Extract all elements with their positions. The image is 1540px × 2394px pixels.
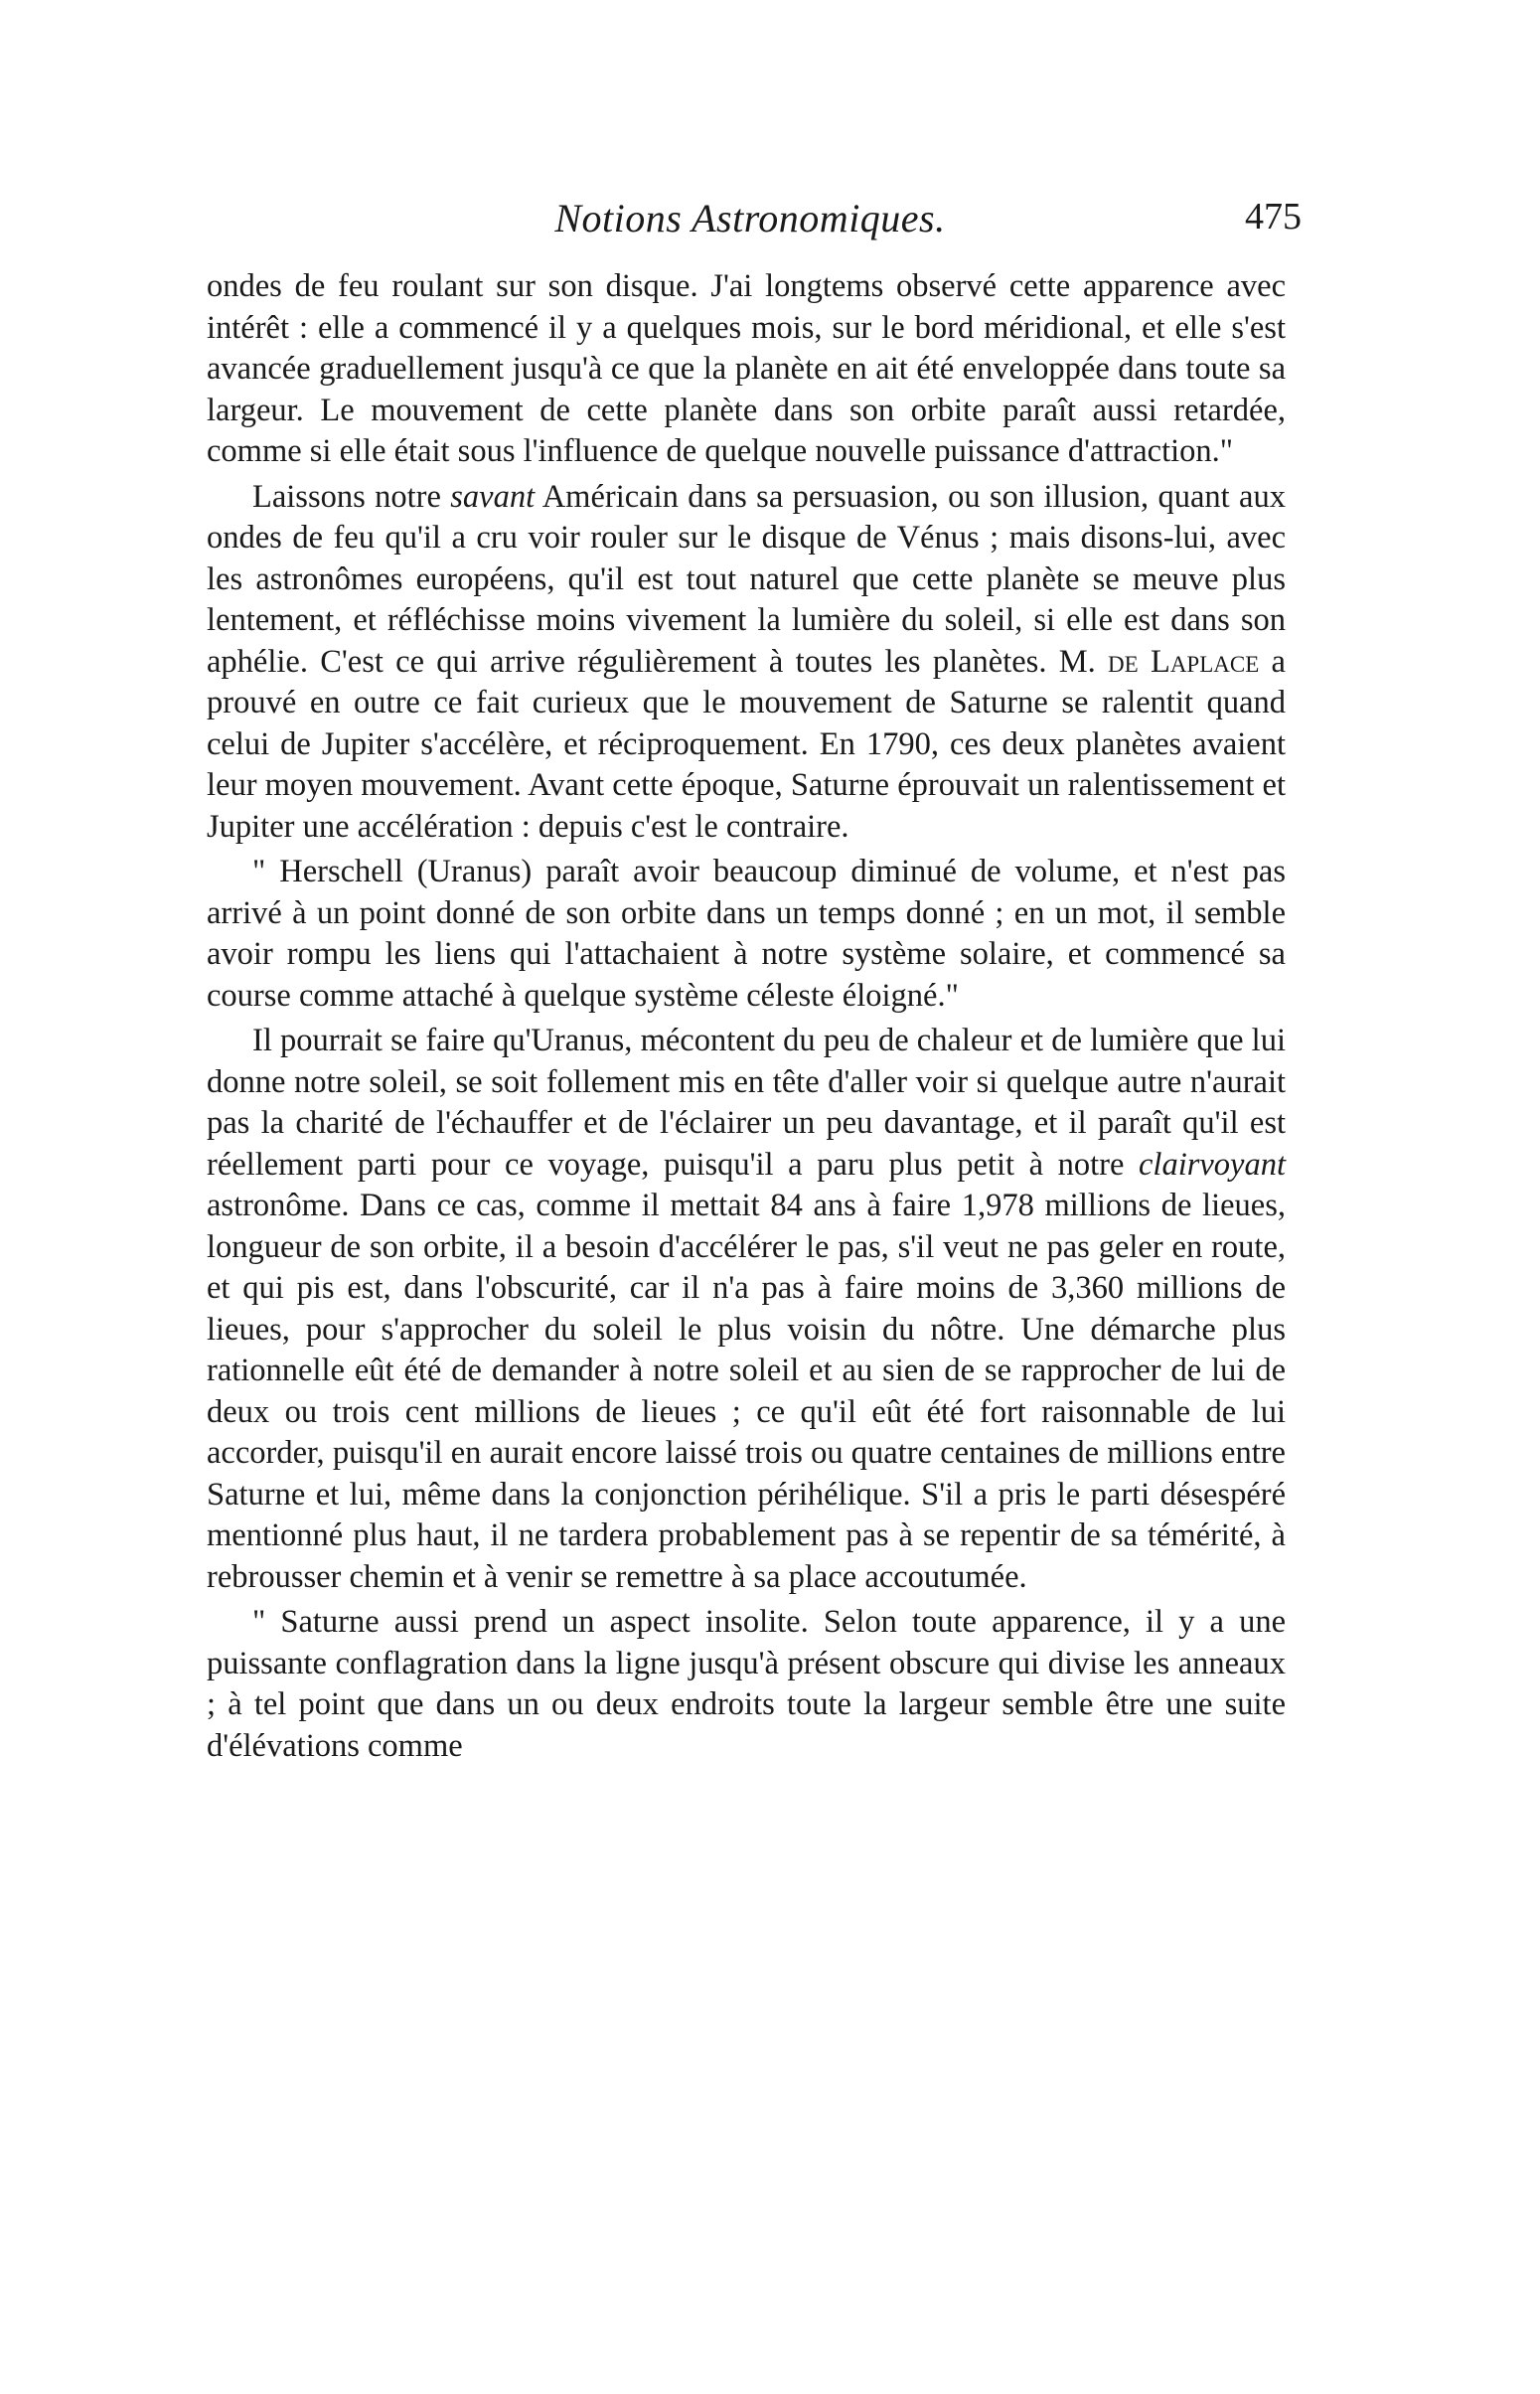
paragraph xyxy=(207,852,1286,1017)
text-run: Il pourrait se faire qu'Uranus, mécontent du peu de chaleur et de lumière que lui donne notre soleil, se soit follement mis en tête d'aller voir si quelque autre n'aurait pas la charité de l'échauffer et de l'éclairer un peu davantage, et il paraît qu'il est réellement parti pour ce voyage, puisqu'il a paru plus petit à notre xyxy=(207,1023,1286,1183)
text-run: ondes de feu roulant sur son disque. J'ai longtems observé cette apparence avec intérêt : elle a commencé il y a quelques mois, sur le bord méridional, et elle s'est avancée graduellement jusqu'à ce que la planète en ait été enveloppée dans toute sa largeur. Le mouvement de cette planète dans son orbite paraît aussi retardée, comme si elle était sous l'influence de quelque nouvelle puissance d'attraction." xyxy=(207,268,1286,469)
paragraph xyxy=(207,477,1286,849)
text-run: astronôme. Dans ce cas, comme il mettait 84 ans à faire 1,978 millions de lieues, longueur de son orbite, il a besoin d'accélérer le pas, s'il veut ne pas geler en route, et qui pis est, dans l'obscurité, car il n'a pas à faire moins de 3,360 millions de lieues, pour s'approcher du soleil le plus voisin du nôtre. Une démarche plus rationnelle eût été de demander à notre soleil et au sien de se rapprocher de lui de deux ou trois cent millions de lieues ; ce qu'il eût été fort raisonnable de lui accorder, puisqu'il en aurait encore laissé trois ou quatre centaines de millions entre Saturne et lui, même dans la conjonction périhélique. S'il a pris le parti désespéré mentionné plus haut, il ne tardera probablement pas à se repentir de sa témérité, à rebrousser chemin et à venir se remettre à sa place accoutumée. xyxy=(207,1188,1286,1595)
text-body xyxy=(207,266,1286,1767)
text-run: Laissons notre xyxy=(252,478,451,515)
smallcaps-text: de Laplace xyxy=(1108,643,1260,680)
paragraph xyxy=(207,1602,1286,1767)
text-run: a prouvé en outre ce fait curieux que le mouvement de Saturne se ralentit quand celui de Jupiter s'accélère, et réciproquement. En 1790, ces deux planètes avaient leur moyen mouvement. Avant cette époque, Saturne éprouvait un ralentissement et Jupiter une accélération : depuis c'est le contraire. xyxy=(207,643,1287,845)
paragraph xyxy=(207,266,1286,473)
running-head xyxy=(199,195,1302,250)
paragraph xyxy=(207,1021,1286,1598)
text-run: " Herschell (Uranus) paraît avoir beaucoup diminué de volume, et n'est pas arrivé à un point donné de son orbite dans un temps donné ; en un mot, il semble avoir rompu les liens qui l'attachaient à notre système solaire, et commencé sa course comme attaché à quelque système céleste éloigné." xyxy=(207,854,1286,1014)
italic-text: savant xyxy=(450,478,536,515)
running-title: Notions Astronomiques. xyxy=(554,196,946,240)
italic-text: clairvoyant xyxy=(1138,1146,1286,1183)
page-number: 475 xyxy=(1245,196,1302,238)
text-run: " Saturne aussi prend un aspect insolite. Selon toute apparence, il y a une puissante conflagration dans la ligne jusqu'à présent obscure qui divise les anneaux ; à tel point que dans un ou deux endroits toute la largeur semble être une suite d'élévations comme xyxy=(207,1604,1286,1764)
text-run: Américain dans sa persuasion, ou son illusion, quant aux ondes de feu qu'il a cru voir rouler sur le disque de Vénus ; mais disons-lui, avec les astronômes européens, qu'il est tout naturel que cette planète se meuve plus lentement, et réfléchisse moins vivement la lumière du soleil, si elle est dans son aphélie. C'est ce qui arrive régulièrement à toutes les planètes. M. xyxy=(207,478,1286,680)
